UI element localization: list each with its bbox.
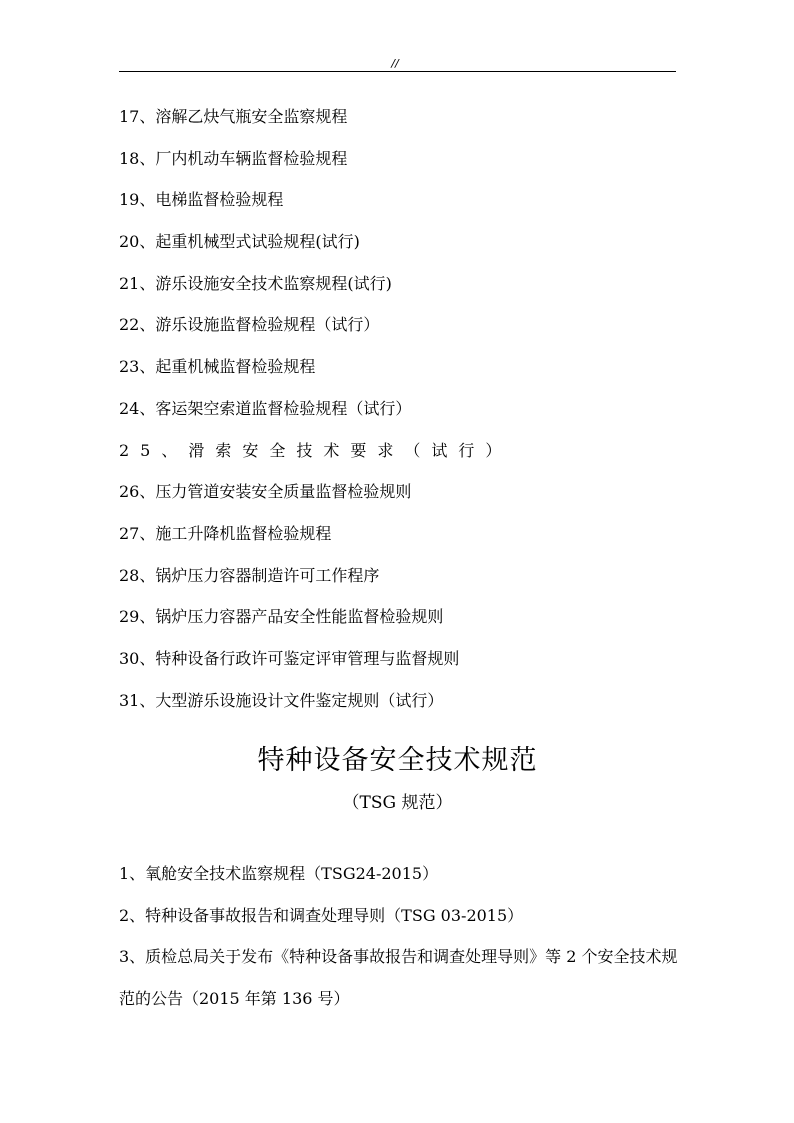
list-item: 26、压力管道安装安全质量监督检验规则 <box>119 482 412 502</box>
section-title: 特种设备安全技术规范 <box>257 745 538 776</box>
list-item: 27、施工升降机监督检验规程 <box>119 523 332 543</box>
list-item: 3、质检总局关于发布《特种设备事故报告和调查处理导则》等 2 个安全技术规范的公告（2015 年第 136 号） <box>119 947 678 1008</box>
list-item: 22、游乐设施监督检验规程（试行） <box>119 315 380 335</box>
list-item: 17、溶解乙炔气瓶安全监察规程 <box>119 107 348 126</box>
list-item: 23、起重机械监督检验规程 <box>119 357 316 377</box>
list-item: 18、厂内机动车辆监督检验规程 <box>119 148 348 168</box>
list-item: 20、起重机械型式试验规程(试行) <box>119 232 360 252</box>
list-item: 31、大型游乐设施设计文件鉴定规则（试行） <box>119 690 444 710</box>
list-item: 28、锅炉压力容器制造许可工作程序 <box>119 565 380 585</box>
header-mark: // <box>391 57 399 70</box>
list-item: 2、特种设备事故报告和调查处理导则（TSG 03-2015） <box>119 905 524 925</box>
header-rule <box>119 71 676 72</box>
list-item: 29、锅炉压力容器产品安全性能监督检验规则 <box>119 607 444 627</box>
list-item: 21、游乐设施安全技术监察规程(试行) <box>119 273 392 293</box>
list-item: 1、氧舱安全技术监察规程（TSG24-2015） <box>119 864 439 883</box>
list-item: 24、客运架空索道监督检验规程（试行） <box>119 398 412 418</box>
regulation-list <box>119 104 679 729</box>
tsg-list <box>119 853 679 1019</box>
section-subtitle: （TSG 规范） <box>342 793 453 813</box>
list-item: 30、特种设备行政许可鉴定评审管理与监督规则 <box>119 648 460 668</box>
list-item: 19、电梯监督检验规程 <box>119 190 284 210</box>
list-item: 25、滑索安全技术要求（试行） <box>119 440 513 460</box>
